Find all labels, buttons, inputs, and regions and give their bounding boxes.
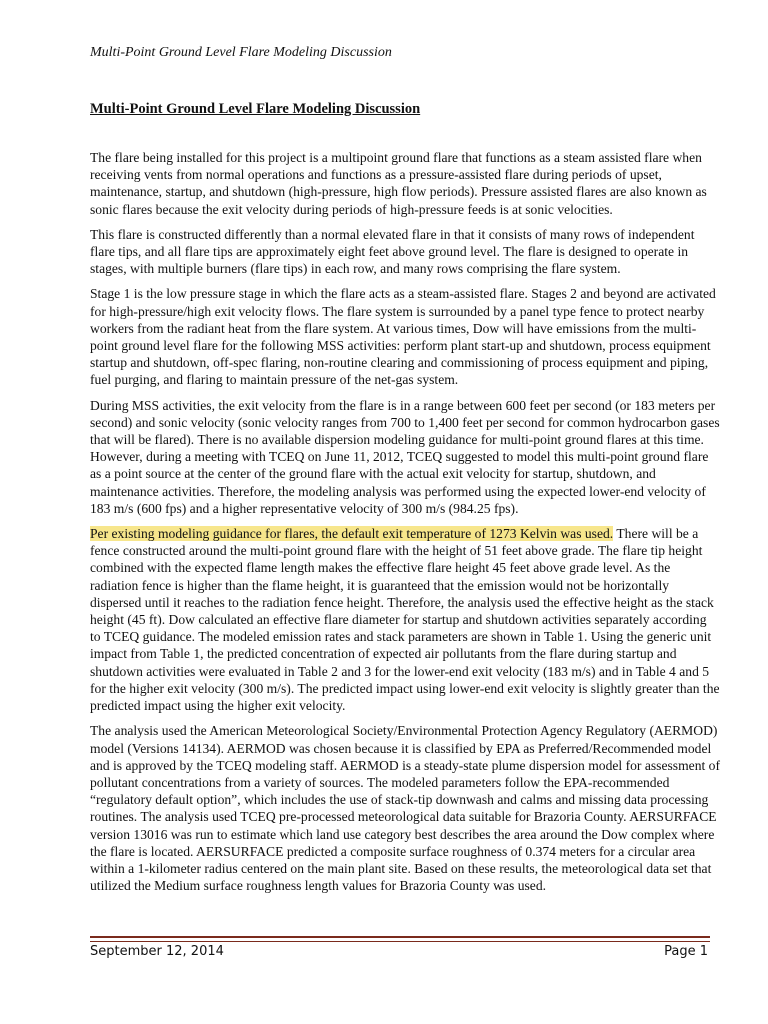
document-body — [90, 149, 720, 902]
paragraph-6: The analysis used the American Meteorological Society/Environmental Protection Agency Regulatory (AERMOD) model (Versions 14134). AERMOD was chosen because it is classified by EPA as Preferred/Recommended model and is approved by the TCEQ modeling staff. AERMOD is a steady-state plume dispersion model for assessment of pollutant concentrations from a variety of sources. The modeled parameters follow the EPA-recommended “regulatory default option”, which includes the use of stack-tip downwash and calms and missing data processing routines. The analysis used TCEQ pre-processed meteorological data suitable for Brazoria County. AERSURFACE version 13016 was run to estimate which land use category best describes the area around the Dow complex where the flare is located. AERSURFACE predicted a composite surface roughness of 0.374 meters for a circular area within a 1-kilometer radius centered on the main plant site. Based on these results, the meteorological data set that utilized the Medium surface roughness length values for Brazoria County was used. — [90, 723, 720, 894]
footer-rule-thin — [90, 941, 710, 942]
footer-rule-thick — [90, 936, 710, 938]
highlighted-sentence: Per existing modeling guidance for flares, the default exit temperature of 1273 Kelvin was used. — [90, 526, 614, 542]
paragraph-5 — [90, 525, 720, 714]
footer-date: September 12, 2014 — [90, 944, 224, 959]
paragraph-3: Stage 1 is the low pressure stage in which the flare acts as a steam-assisted flare. Stages 2 and beyond are activated for high-pressure/high exit velocity flows. The flare system is surrounded by a panel type fence to protect nearby workers from the radiant heat from the flare system. At various times, Dow will have emissions from the multi-point ground level flare for the following MSS activities: perform plant start-up and shutdown, process equipment startup and shutdown, off-spec flaring, non-routine clearing and commissioning of process equipment and piping, fuel purging, and flaring to maintain pressure of the net-gas system. — [90, 286, 716, 388]
document-title: Multi-Point Ground Level Flare Modeling Discussion — [90, 101, 421, 117]
paragraph-5-rest: There will be a fence constructed around the multi-point ground flare with the height of 51 feet above grade. The flare tip height combined with the expected flame length makes the effective flare height 45 feet above grade level. As the radiation fence is higher than the flame height, it is guaranteed that the emission would not be horizontally dispersed until it reaches to the radiation fence height. Therefore, the analysis used the effective height as the stack height (45 ft). Dow calculated an effective flare diameter for startup and shutdown activities separately according to TCEQ guidance. The modeled emission rates and stack parameters are shown in Table 1. Using the generic unit impact from Table 1, the predicted concentration of expected air pollutants from the flare during startup and shutdown activities were evaluated in Table 2 and 3 for the lower-end exit velocity (183 m/s) and in Table 4 and 5 for the higher exit velocity (300 m/s). The predicted impact using lower-end exit velocity is slightly greater than the predicted impact using the higher exit velocity. — [90, 526, 720, 714]
paragraph-4: During MSS activities, the exit velocity from the flare is in a range between 600 feet per second (or 183 meters per second) and sonic velocity (sonic velocity ranges from 700 to 1,400 feet per second for common hydrocarbon gases that will be flared). There is no available dispersion modeling guidance for multi-point ground flares at this time. However, during a meeting with TCEQ on June 11, 2012, TCEQ suggested to model this multi-point ground flare as a point source at the center of the ground flare with the actual exit velocity for startup, shutdown, and maintenance activities. Therefore, the modeling analysis was performed using the expected lower-end velocity of 183 m/s (600 fps) and a higher representative velocity of 300 m/s (984.25 fps). — [90, 397, 720, 516]
paragraph-2: This flare is constructed differently than a normal elevated flare in that it consists of many rows of independent flare tips, and all flare tips are approximately eight feet above ground level. The flare is designed to operate in stages, with multiple burners (flare tips) in each row, and many rows comprising the flare system. — [90, 226, 695, 277]
running-header: Multi-Point Ground Level Flare Modeling Discussion — [90, 45, 392, 60]
paragraph-1: The flare being installed for this project is a multipoint ground flare that functions as a steam assisted flare when receiving vents from normal operations and functions as a pressure-assisted flare during periods of upset, maintenance, startup, and shutdown (high-pressure, high flow periods). Pressure assisted flares are also known as sonic flares because the exit velocity during periods of high-pressure feeds is at sonic velocities. — [90, 150, 707, 217]
footer-page-number: Page 1 — [664, 944, 708, 959]
